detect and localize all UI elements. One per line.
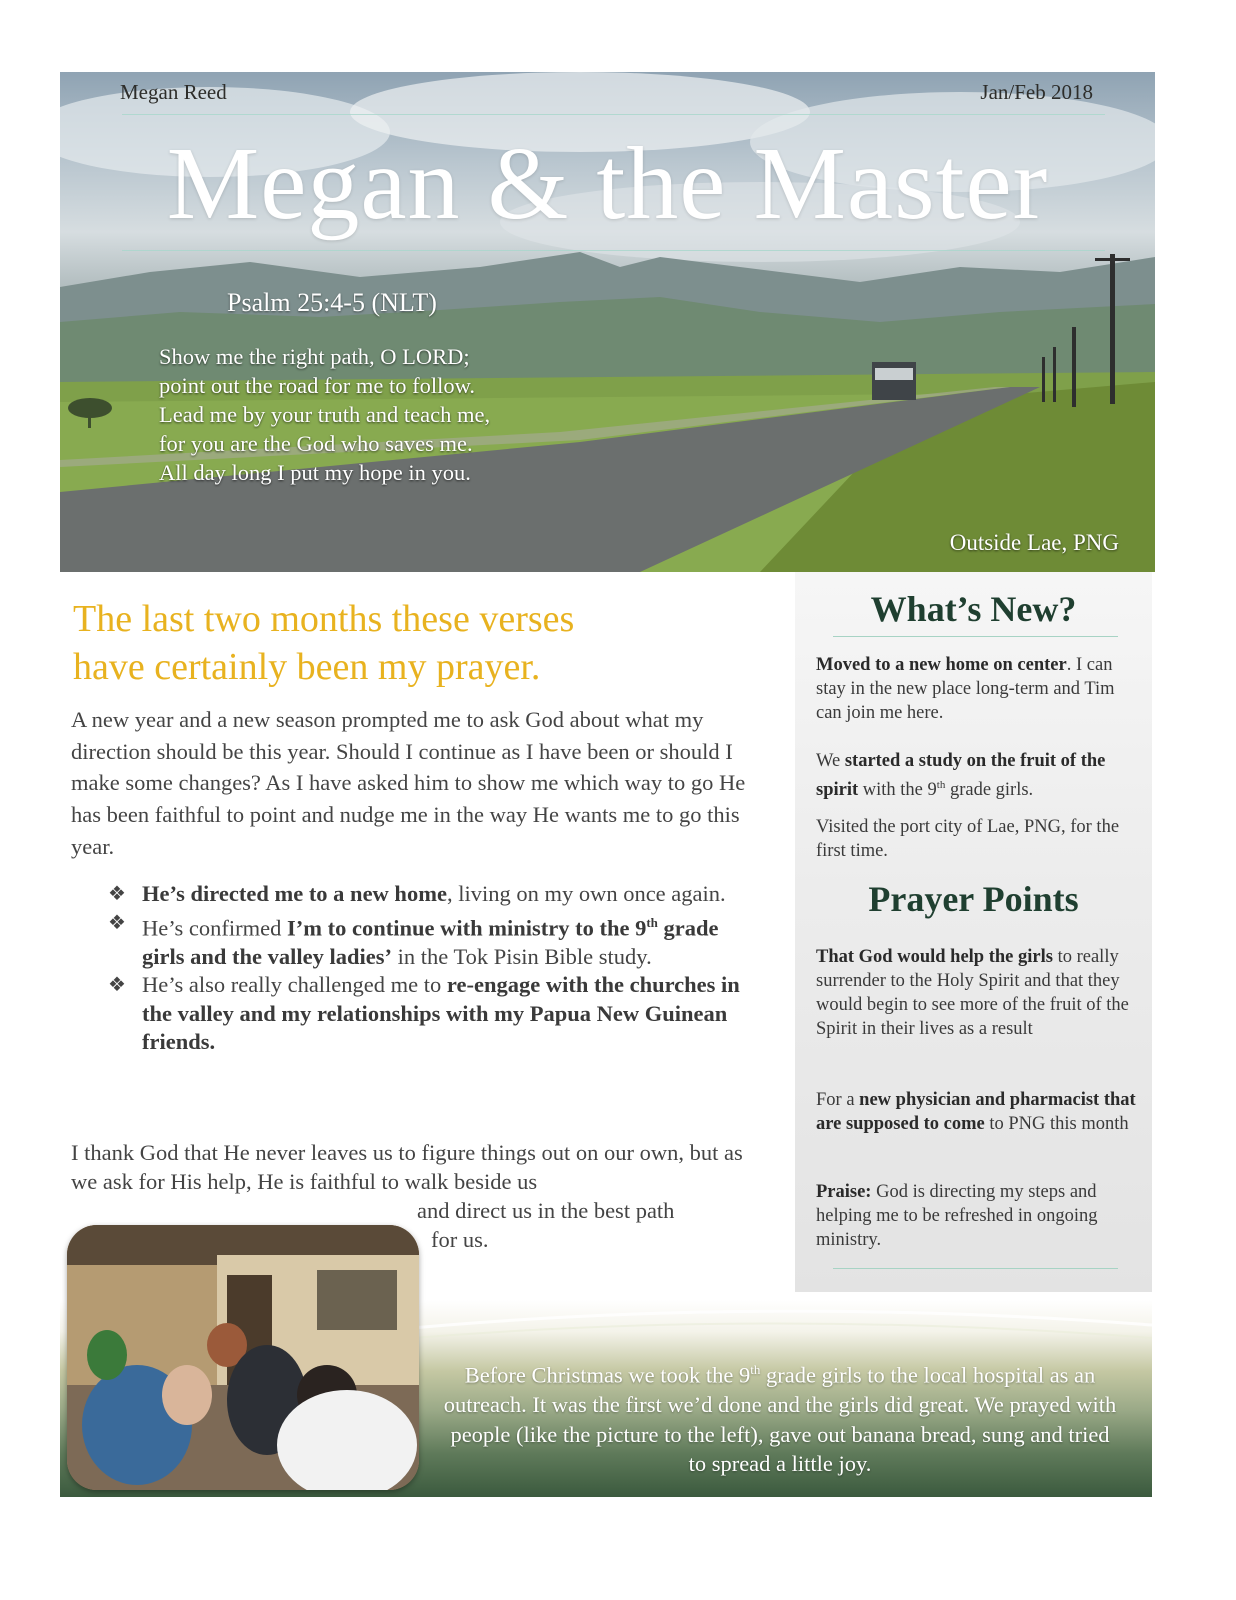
prayer-bold: new physician and pharmacist that are supposed to come: [816, 1090, 1136, 1134]
closing-line: for us.: [431, 1227, 489, 1252]
bullet-text: , living on my own once again.: [446, 881, 726, 906]
verse-line: All day long I put my hope in you.: [159, 460, 471, 485]
prayer-text: For a: [816, 1090, 860, 1110]
direction-bullet-list: [108, 880, 748, 1057]
bullet-text: He’s confirmed: [142, 915, 287, 941]
prayer-text: to really surrender to the Holy Spirit and that they would begin to see more of the fruit of the Spirit in their lives as a result: [816, 947, 1129, 1039]
header-rule-bottom: [122, 250, 1105, 251]
sidebar-rule: [833, 1268, 1118, 1269]
news-text: grade girls.: [945, 780, 1034, 801]
diamond-bullet-icon: ❖: [108, 911, 126, 934]
newsletter-title: Megan & the Master: [166, 126, 1049, 241]
prayer-item: [816, 1180, 1138, 1252]
verse-line: point out the road for me to follow.: [159, 373, 475, 398]
news-item: [816, 653, 1138, 725]
bullet-sup: th: [646, 914, 658, 930]
header-photo-banner: [60, 72, 1155, 572]
header-rule-top: [122, 114, 1105, 115]
bullet-bold: grade girls and the valley ladies’: [142, 915, 719, 969]
psalm-reference: Psalm 25:4-5 (NLT): [227, 288, 437, 317]
news-item: [816, 749, 1138, 802]
intro-paragraph: A new year and a new season prompted me to ask God about what my direction should be this year. Should I continue as I have been or should I make some changes? As I have asked him to show me which way to go He has been faithful to point and nudge me in the way He wants me to go this year.: [71, 707, 746, 859]
bullet-item: [108, 971, 748, 1057]
psalm-verses: [159, 342, 490, 487]
news-bold: Moved to a new home on center: [816, 655, 1067, 675]
news-text: We: [816, 751, 845, 771]
outreach-sup: th: [750, 1362, 761, 1377]
prayer-text: to PNG this month: [984, 1114, 1129, 1134]
issue-date: Jan/Feb 2018: [980, 80, 1093, 104]
bullet-text: He’s also really challenged me to: [142, 972, 447, 998]
hospital-outreach-photo: [67, 1225, 419, 1490]
prayer-text: God is directing my steps and helping me to be refreshed in ongoing ministry.: [816, 1182, 1098, 1250]
bullet-bold: re-engage with the churches in the valley and my relationships with my Papua New Guinean friends.: [142, 972, 740, 1055]
news-sup: th: [936, 779, 946, 791]
headline-line-1: The last two months these verses: [73, 598, 575, 640]
news-text: with the 9: [858, 780, 937, 801]
diamond-bullet-icon: ❖: [108, 974, 126, 997]
outreach-text: grade girls to the local hospital as an outreach. It was the first we’d done and the girls did great. We prayed with people (like the picture to the left), gave out banana bread, sung and tried to spread a little joy.: [443, 1362, 1117, 1476]
outreach-story: [440, 1355, 1120, 1479]
verse-line: for you are the God who saves me.: [159, 431, 473, 456]
bullet-item: [108, 880, 748, 909]
article-headline: [73, 595, 773, 691]
sidebar-panel: [795, 572, 1152, 1292]
headline-line-2: have certainly been my prayer.: [73, 646, 541, 688]
closing-paragraph-continued: [417, 1196, 757, 1254]
prayer-item: [816, 1088, 1138, 1136]
verse-line: Lead me by your truth and teach me,: [159, 402, 491, 427]
photo-caption: Outside Lae, PNG: [949, 530, 1119, 555]
author-name: Megan Reed: [120, 80, 227, 104]
bullet-bold: He’s directed me to a new home: [142, 881, 447, 906]
outreach-photo-scene: [67, 1225, 419, 1490]
diamond-bullet-icon: ❖: [108, 883, 126, 905]
prayer-bold: Praise:: [816, 1182, 872, 1202]
closing-line: and direct us in the best path: [417, 1198, 675, 1223]
news-text: . I can stay in the new place long-term and Tim can join me here.: [816, 655, 1115, 723]
bullet-text: in the Tok Pisin Bible study.: [392, 943, 652, 969]
news-item: Visited the port city of Lae, PNG, for the first time.: [816, 817, 1120, 861]
prayer-points-heading: Prayer Points: [868, 879, 1079, 919]
closing-paragraph: I thank God that He never leaves us to figure things out on our own, but as we ask for His help, He is faithful to walk beside us: [71, 1140, 743, 1194]
prayer-bold: That God would help the girls: [816, 947, 1053, 967]
news-bold: started a study on the fruit of the spirit: [816, 751, 1106, 801]
verse-line: Show me the right path, O LORD;: [159, 344, 470, 369]
outreach-text: Before Christmas we took the 9: [464, 1362, 751, 1388]
whats-new-heading: What’s New?: [870, 589, 1077, 629]
prayer-item: [816, 945, 1138, 1041]
sidebar-rule: [833, 636, 1118, 637]
bullet-item: [108, 909, 748, 972]
bullet-bold: I’m to continue with ministry to the 9: [286, 915, 647, 941]
